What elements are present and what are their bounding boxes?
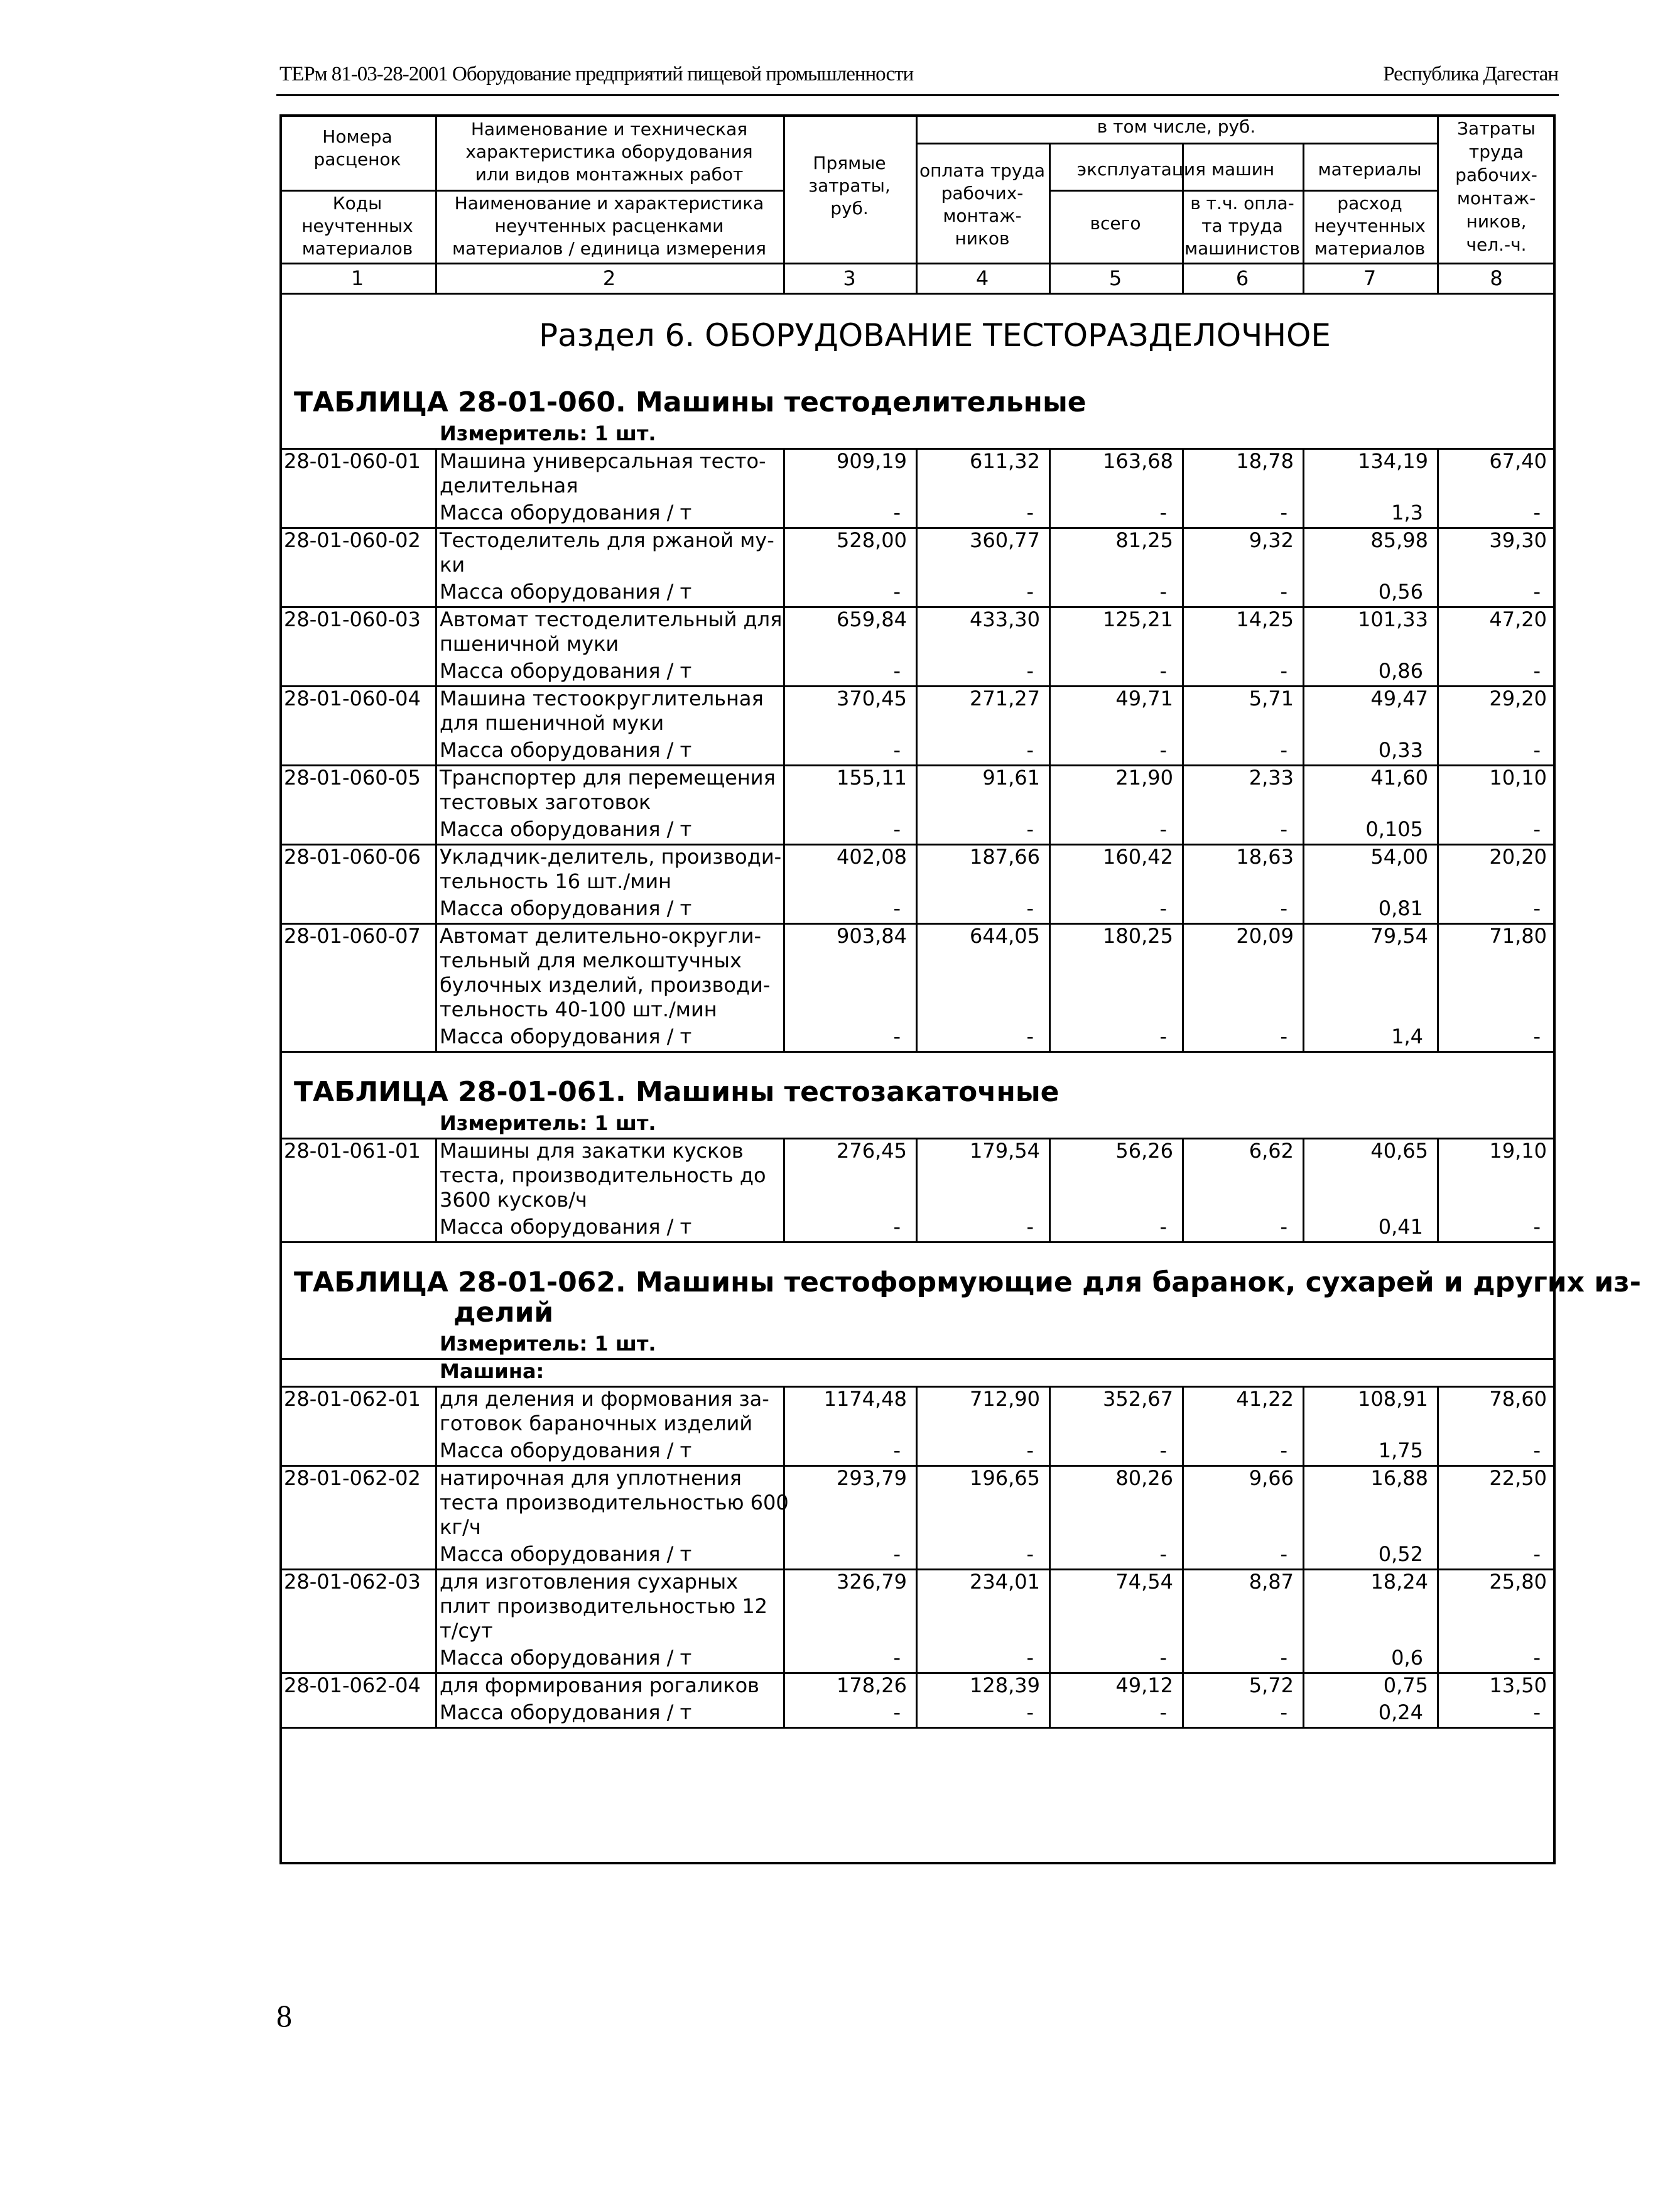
- dash: -: [1533, 1025, 1541, 1048]
- row-value: 13,50: [1489, 1673, 1547, 1697]
- row-value: 909,19: [837, 449, 907, 473]
- mass-value: 0,105: [1365, 817, 1423, 841]
- row-value: 18,24: [1370, 1570, 1428, 1594]
- measure: Измеритель: 1 шт.: [440, 1332, 656, 1356]
- row-value: 1174,48: [823, 1387, 907, 1411]
- col2-top: характеристика оборудования: [465, 141, 753, 162]
- col-number: 3: [843, 266, 856, 290]
- dash: -: [1026, 1215, 1034, 1239]
- dash: -: [1026, 659, 1034, 683]
- row-name: тестовых заготовок: [440, 790, 651, 814]
- col-line: [435, 1138, 437, 1241]
- row-value: 10,10: [1489, 766, 1547, 790]
- row-value: 352,67: [1103, 1387, 1173, 1411]
- dash: -: [1280, 1700, 1287, 1724]
- row-value: 402,08: [837, 845, 907, 869]
- row-name: Автомат делительно-округли-: [440, 924, 762, 948]
- row-value: 5,72: [1249, 1673, 1294, 1697]
- mass-label: Масса оборудования / т: [440, 1646, 692, 1670]
- dash: -: [1280, 896, 1287, 920]
- col7: материалов: [1314, 238, 1426, 259]
- row-value: 41,60: [1370, 766, 1428, 790]
- dash: -: [1533, 580, 1541, 604]
- col1-bot: неучтенных: [301, 215, 413, 236]
- col-line: [435, 1386, 437, 1727]
- row-value: 9,32: [1249, 528, 1294, 552]
- col8: ников,: [1466, 211, 1527, 232]
- row-name: готовок бараночных изделий: [440, 1411, 753, 1435]
- row-code: 28-01-060-02: [284, 528, 421, 552]
- dash: -: [1533, 1646, 1541, 1670]
- dash: -: [1159, 896, 1167, 920]
- row-value: 326,79: [837, 1570, 907, 1594]
- row-code: 28-01-060-01: [284, 449, 421, 473]
- row-value: 91,61: [982, 766, 1040, 790]
- row-value: 160,42: [1103, 845, 1173, 869]
- dash: -: [1533, 817, 1541, 841]
- mass-value: 0,81: [1378, 896, 1423, 920]
- mat-label: материалы: [1318, 159, 1422, 180]
- numbers-bottom-line: [279, 293, 1556, 295]
- row-value: 39,30: [1489, 528, 1547, 552]
- row-value: 370,45: [837, 687, 907, 710]
- row-value: 20,09: [1236, 924, 1294, 948]
- row-name: теста производительностью 600: [440, 1491, 789, 1514]
- dash: -: [1026, 580, 1034, 604]
- mass-label: Масса оборудования / т: [440, 817, 692, 841]
- mass-value: 0,24: [1378, 1700, 1423, 1724]
- dash: -: [1533, 1542, 1541, 1566]
- col3: Прямые: [813, 153, 886, 173]
- col-number: 6: [1235, 266, 1249, 290]
- row-name: кг/ч: [440, 1515, 481, 1539]
- dash: -: [1159, 738, 1167, 762]
- col8: монтаж-: [1456, 188, 1536, 209]
- dash: -: [1026, 817, 1034, 841]
- row-value: 903,84: [837, 924, 907, 948]
- col7: расход: [1337, 193, 1402, 214]
- dash: -: [1159, 1025, 1167, 1048]
- row-value: 163,68: [1103, 449, 1173, 473]
- table-title: ТАБЛИЦА 28-01-061. Машины тестозакаточные: [294, 1076, 1059, 1108]
- header-bottom-line: [279, 263, 1556, 264]
- col2-bot: материалов / единица измерения: [452, 238, 766, 259]
- dash: -: [1026, 501, 1034, 525]
- dash: -: [1159, 501, 1167, 525]
- row-value: 49,47: [1370, 687, 1428, 710]
- row-value: 6,62: [1249, 1139, 1294, 1163]
- row-code: 28-01-060-03: [284, 607, 421, 631]
- dash: -: [1026, 1542, 1034, 1566]
- dash: -: [1280, 1215, 1287, 1239]
- row-value: 54,00: [1370, 845, 1428, 869]
- col-number: 5: [1108, 266, 1122, 290]
- mass-value: 0,52: [1378, 1542, 1423, 1566]
- dash: -: [1280, 817, 1287, 841]
- dash: -: [893, 1646, 901, 1670]
- row-value: 67,40: [1489, 449, 1547, 473]
- row-value: 80,26: [1115, 1466, 1173, 1490]
- measure: Измеритель: 1 шт.: [440, 421, 656, 445]
- col4: оплата труда: [919, 160, 1046, 181]
- row-code: 28-01-060-05: [284, 766, 421, 790]
- dash: -: [893, 896, 901, 920]
- row-line: [279, 1051, 1556, 1053]
- row-name: Машина универсальная тесто-: [440, 449, 766, 473]
- col8: рабочих-: [1455, 165, 1537, 185]
- col1-bot: Коды: [332, 193, 382, 214]
- dash: -: [1533, 1215, 1541, 1239]
- col4: монтаж-: [943, 205, 1022, 226]
- row-value: 196,65: [970, 1466, 1040, 1490]
- row-name: пшеничной муки: [440, 632, 619, 656]
- mass-label: Масса оборудования / т: [440, 659, 692, 683]
- dash: -: [1533, 738, 1541, 762]
- row-value: 644,05: [970, 924, 1040, 948]
- mass-value: 1,4: [1391, 1025, 1423, 1048]
- mass-label: Масса оборудования / т: [440, 501, 692, 525]
- group-label: Машина:: [440, 1359, 545, 1383]
- row-name: Транспортер для перемещения: [440, 766, 776, 790]
- col-line: [435, 448, 437, 1051]
- row-code: 28-01-060-06: [284, 845, 421, 869]
- incl-line: [916, 143, 1437, 144]
- header-right: Республика Дагестан: [1383, 63, 1558, 85]
- col4: ников: [955, 228, 1010, 249]
- row-value: 8,87: [1249, 1570, 1294, 1594]
- row-name: для деления и формования за-: [440, 1387, 769, 1411]
- incl-label: в том числе, руб.: [1097, 116, 1256, 137]
- row-value: 74,54: [1115, 1570, 1173, 1594]
- row-value: 108,91: [1358, 1387, 1428, 1411]
- col6: в т.ч. опла-: [1190, 193, 1294, 214]
- row-name: тельность 40-100 шт./мин: [440, 998, 717, 1021]
- mass-label: Масса оборудования / т: [440, 896, 692, 920]
- mass-label: Масса оборудования / т: [440, 738, 692, 762]
- dash: -: [1159, 659, 1167, 683]
- col-number: 8: [1490, 266, 1503, 290]
- row-value: 21,90: [1115, 766, 1173, 790]
- row-value: 611,32: [970, 449, 1040, 473]
- row-name: т/сут: [440, 1619, 493, 1643]
- section-title: Раздел 6. ОБОРУДОВАНИЕ ТЕСТОРАЗДЕЛОЧНОЕ: [539, 317, 1331, 354]
- expl-line: [1049, 190, 1437, 192]
- row-code: 28-01-062-04: [284, 1673, 421, 1697]
- row-name: Тестоделитель для ржаной му-: [440, 528, 774, 552]
- dash: -: [893, 659, 901, 683]
- col8: Затраты: [1457, 118, 1536, 139]
- row-value: 5,71: [1249, 687, 1294, 710]
- row-name: плит производительностью 12: [440, 1594, 768, 1618]
- dash: -: [893, 1438, 901, 1462]
- mass-label: Масса оборудования / т: [440, 1215, 692, 1239]
- dash: -: [1533, 501, 1541, 525]
- table-title: ТАБЛИЦА 28-01-060. Машины тестоделительные: [294, 386, 1087, 418]
- row-value: 2,33: [1249, 766, 1294, 790]
- dash: -: [1280, 1025, 1287, 1048]
- row-value: 22,50: [1489, 1466, 1547, 1490]
- mass-label: Масса оборудования / т: [440, 580, 692, 604]
- dash: -: [893, 738, 901, 762]
- row-name: Укладчик-делитель, производи-: [440, 845, 782, 869]
- dash: -: [1159, 1700, 1167, 1724]
- dash: -: [1533, 659, 1541, 683]
- row-code: 28-01-061-01: [284, 1139, 421, 1163]
- row-name: для пшеничной муки: [440, 711, 664, 735]
- row-code: 28-01-062-01: [284, 1387, 421, 1411]
- row-name: ки: [440, 553, 465, 577]
- row-value: 276,45: [837, 1139, 907, 1163]
- row-code: 28-01-060-07: [284, 924, 421, 948]
- row-name: тельный для мелкоштучных: [440, 949, 742, 972]
- row-value: 25,80: [1489, 1570, 1547, 1594]
- dash: -: [1533, 1438, 1541, 1462]
- row-value: 134,19: [1358, 449, 1428, 473]
- expl-label: эксплуатация машин: [1076, 159, 1275, 180]
- mass-value: 1,75: [1378, 1438, 1423, 1462]
- row-value: 125,21: [1103, 607, 1173, 631]
- col1-top: Номера: [322, 126, 393, 147]
- mass-value: 0,56: [1378, 580, 1423, 604]
- dash: -: [1280, 501, 1287, 525]
- col5: всего: [1090, 213, 1141, 234]
- header-mid-line: [279, 190, 783, 192]
- row-value: 179,54: [970, 1139, 1040, 1163]
- mass-value: 0,33: [1378, 738, 1423, 762]
- dash: -: [893, 1542, 901, 1566]
- row-name: натирочная для уплотнения: [440, 1466, 742, 1490]
- row-value: 49,71: [1115, 687, 1173, 710]
- mass-label: Масса оборудования / т: [440, 1542, 692, 1566]
- row-value: 234,01: [970, 1570, 1040, 1594]
- col1-top: расценок: [313, 149, 401, 170]
- dash: -: [1026, 1646, 1034, 1670]
- col7: неучтенных: [1314, 215, 1426, 236]
- row-value: 659,84: [837, 607, 907, 631]
- col-number: 7: [1363, 266, 1377, 290]
- row-value: 18,78: [1236, 449, 1294, 473]
- row-value: 293,79: [837, 1466, 907, 1490]
- dash: -: [893, 501, 901, 525]
- row-value: 360,77: [970, 528, 1040, 552]
- mass-value: 1,3: [1391, 501, 1423, 525]
- row-value: 41,22: [1236, 1387, 1294, 1411]
- dash: -: [893, 580, 901, 604]
- table-title-cont: делий: [453, 1297, 554, 1329]
- row-value: 271,27: [970, 687, 1040, 710]
- row-value: 128,39: [970, 1673, 1040, 1697]
- row-value: 433,30: [970, 607, 1040, 631]
- col-number: 4: [975, 266, 989, 290]
- col4: рабочих-: [941, 183, 1024, 204]
- row-value: 14,25: [1236, 607, 1294, 631]
- mass-label: Масса оборудования / т: [440, 1700, 692, 1724]
- dash: -: [1026, 738, 1034, 762]
- row-name: тельность 16 шт./мин: [440, 869, 672, 893]
- dash: -: [1159, 817, 1167, 841]
- row-value: 9,66: [1249, 1466, 1294, 1490]
- row-name: булочных изделий, производи-: [440, 973, 771, 997]
- row-value: 528,00: [837, 528, 907, 552]
- mass-value: 0,41: [1378, 1215, 1423, 1239]
- dash: -: [893, 1215, 901, 1239]
- header-left: ТЕРм 81-03-28-2001 Оборудование предприятий пищевой промышленности: [279, 63, 914, 85]
- mass-label: Масса оборудования / т: [440, 1025, 692, 1048]
- row-name: 3600 кусков/ч: [440, 1188, 587, 1212]
- col-number: 2: [602, 266, 616, 290]
- row-name: Машины для закатки кусков: [440, 1139, 744, 1163]
- dash: -: [1280, 659, 1287, 683]
- dash: -: [1533, 896, 1541, 920]
- row-value: 81,25: [1115, 528, 1173, 552]
- row-value: 155,11: [837, 766, 907, 790]
- row-value: 0,75: [1383, 1673, 1428, 1697]
- dash: -: [1159, 1438, 1167, 1462]
- row-value: 47,20: [1489, 607, 1547, 631]
- dash: -: [1159, 580, 1167, 604]
- row-value: 56,26: [1115, 1139, 1173, 1163]
- row-code: 28-01-062-03: [284, 1570, 421, 1594]
- col1-bot: материалов: [301, 238, 413, 259]
- row-line: [279, 1241, 1556, 1243]
- row-value: 85,98: [1370, 528, 1428, 552]
- dash: -: [1159, 1215, 1167, 1239]
- mass-label: Масса оборудования / т: [440, 1438, 692, 1462]
- row-value: 187,66: [970, 845, 1040, 869]
- row-value: 712,90: [970, 1387, 1040, 1411]
- col8: чел.-ч.: [1466, 234, 1527, 255]
- row-value: 78,60: [1489, 1387, 1547, 1411]
- row-name: теста, производительность до: [440, 1163, 766, 1187]
- row-value: 180,25: [1103, 924, 1173, 948]
- dash: -: [1159, 1646, 1167, 1670]
- dash: -: [893, 817, 901, 841]
- col-number: 1: [350, 266, 364, 290]
- mass-value: 0,6: [1391, 1646, 1423, 1670]
- row-code: 28-01-062-02: [284, 1466, 421, 1490]
- dash: -: [1280, 580, 1287, 604]
- row-name: делительная: [440, 474, 578, 497]
- row-value: 71,80: [1489, 924, 1547, 948]
- row-value: 16,88: [1370, 1466, 1428, 1490]
- dash: -: [1026, 1438, 1034, 1462]
- dash: -: [1026, 1700, 1034, 1724]
- row-value: 29,20: [1489, 687, 1547, 710]
- table-title: ТАБЛИЦА 28-01-062. Машины тестоформующие для баранок, сухарей и других из-: [294, 1266, 1641, 1298]
- col6: машинистов: [1184, 238, 1300, 259]
- dash: -: [893, 1025, 901, 1048]
- row-value: 40,65: [1370, 1139, 1428, 1163]
- col2-top: или видов монтажных работ: [475, 164, 744, 185]
- dash: -: [1026, 1025, 1034, 1048]
- row-value: 19,10: [1489, 1139, 1547, 1163]
- dash: -: [1026, 896, 1034, 920]
- col2-bot: неучтенных расценками: [494, 215, 724, 236]
- dash: -: [1280, 1438, 1287, 1462]
- dash: -: [1159, 1542, 1167, 1566]
- col6: та труда: [1201, 215, 1283, 236]
- row-value: 178,26: [837, 1673, 907, 1697]
- dash: -: [893, 1700, 901, 1724]
- row-name: для формирования рогаликов: [440, 1673, 760, 1697]
- dash: -: [1280, 738, 1287, 762]
- row-code: 28-01-060-04: [284, 687, 421, 710]
- row-line: [279, 1727, 1556, 1729]
- row-value: 49,12: [1115, 1673, 1173, 1697]
- row-value: 79,54: [1370, 924, 1428, 948]
- dash: -: [1280, 1646, 1287, 1670]
- col3: руб.: [830, 198, 869, 219]
- col3: затраты,: [808, 175, 891, 196]
- row-value: 18,63: [1236, 845, 1294, 869]
- row-name: Машина тестоокруглительная: [440, 687, 764, 710]
- row-value: 101,33: [1358, 607, 1428, 631]
- header-rule: [276, 94, 1559, 96]
- col2-top: Наименование и техническая: [470, 119, 748, 139]
- dash: -: [1533, 1700, 1541, 1724]
- dash: -: [1280, 1542, 1287, 1566]
- row-name: для изготовления сухарных: [440, 1570, 739, 1594]
- col8: труда: [1468, 141, 1524, 162]
- page-number: 8: [276, 1998, 292, 2033]
- measure: Измеритель: 1 шт.: [440, 1111, 656, 1135]
- row-name: Автомат тестоделительный для: [440, 607, 783, 631]
- row-value: 20,20: [1489, 845, 1547, 869]
- col2-bot: Наименование и характеристика: [454, 193, 764, 214]
- mass-value: 0,86: [1378, 659, 1423, 683]
